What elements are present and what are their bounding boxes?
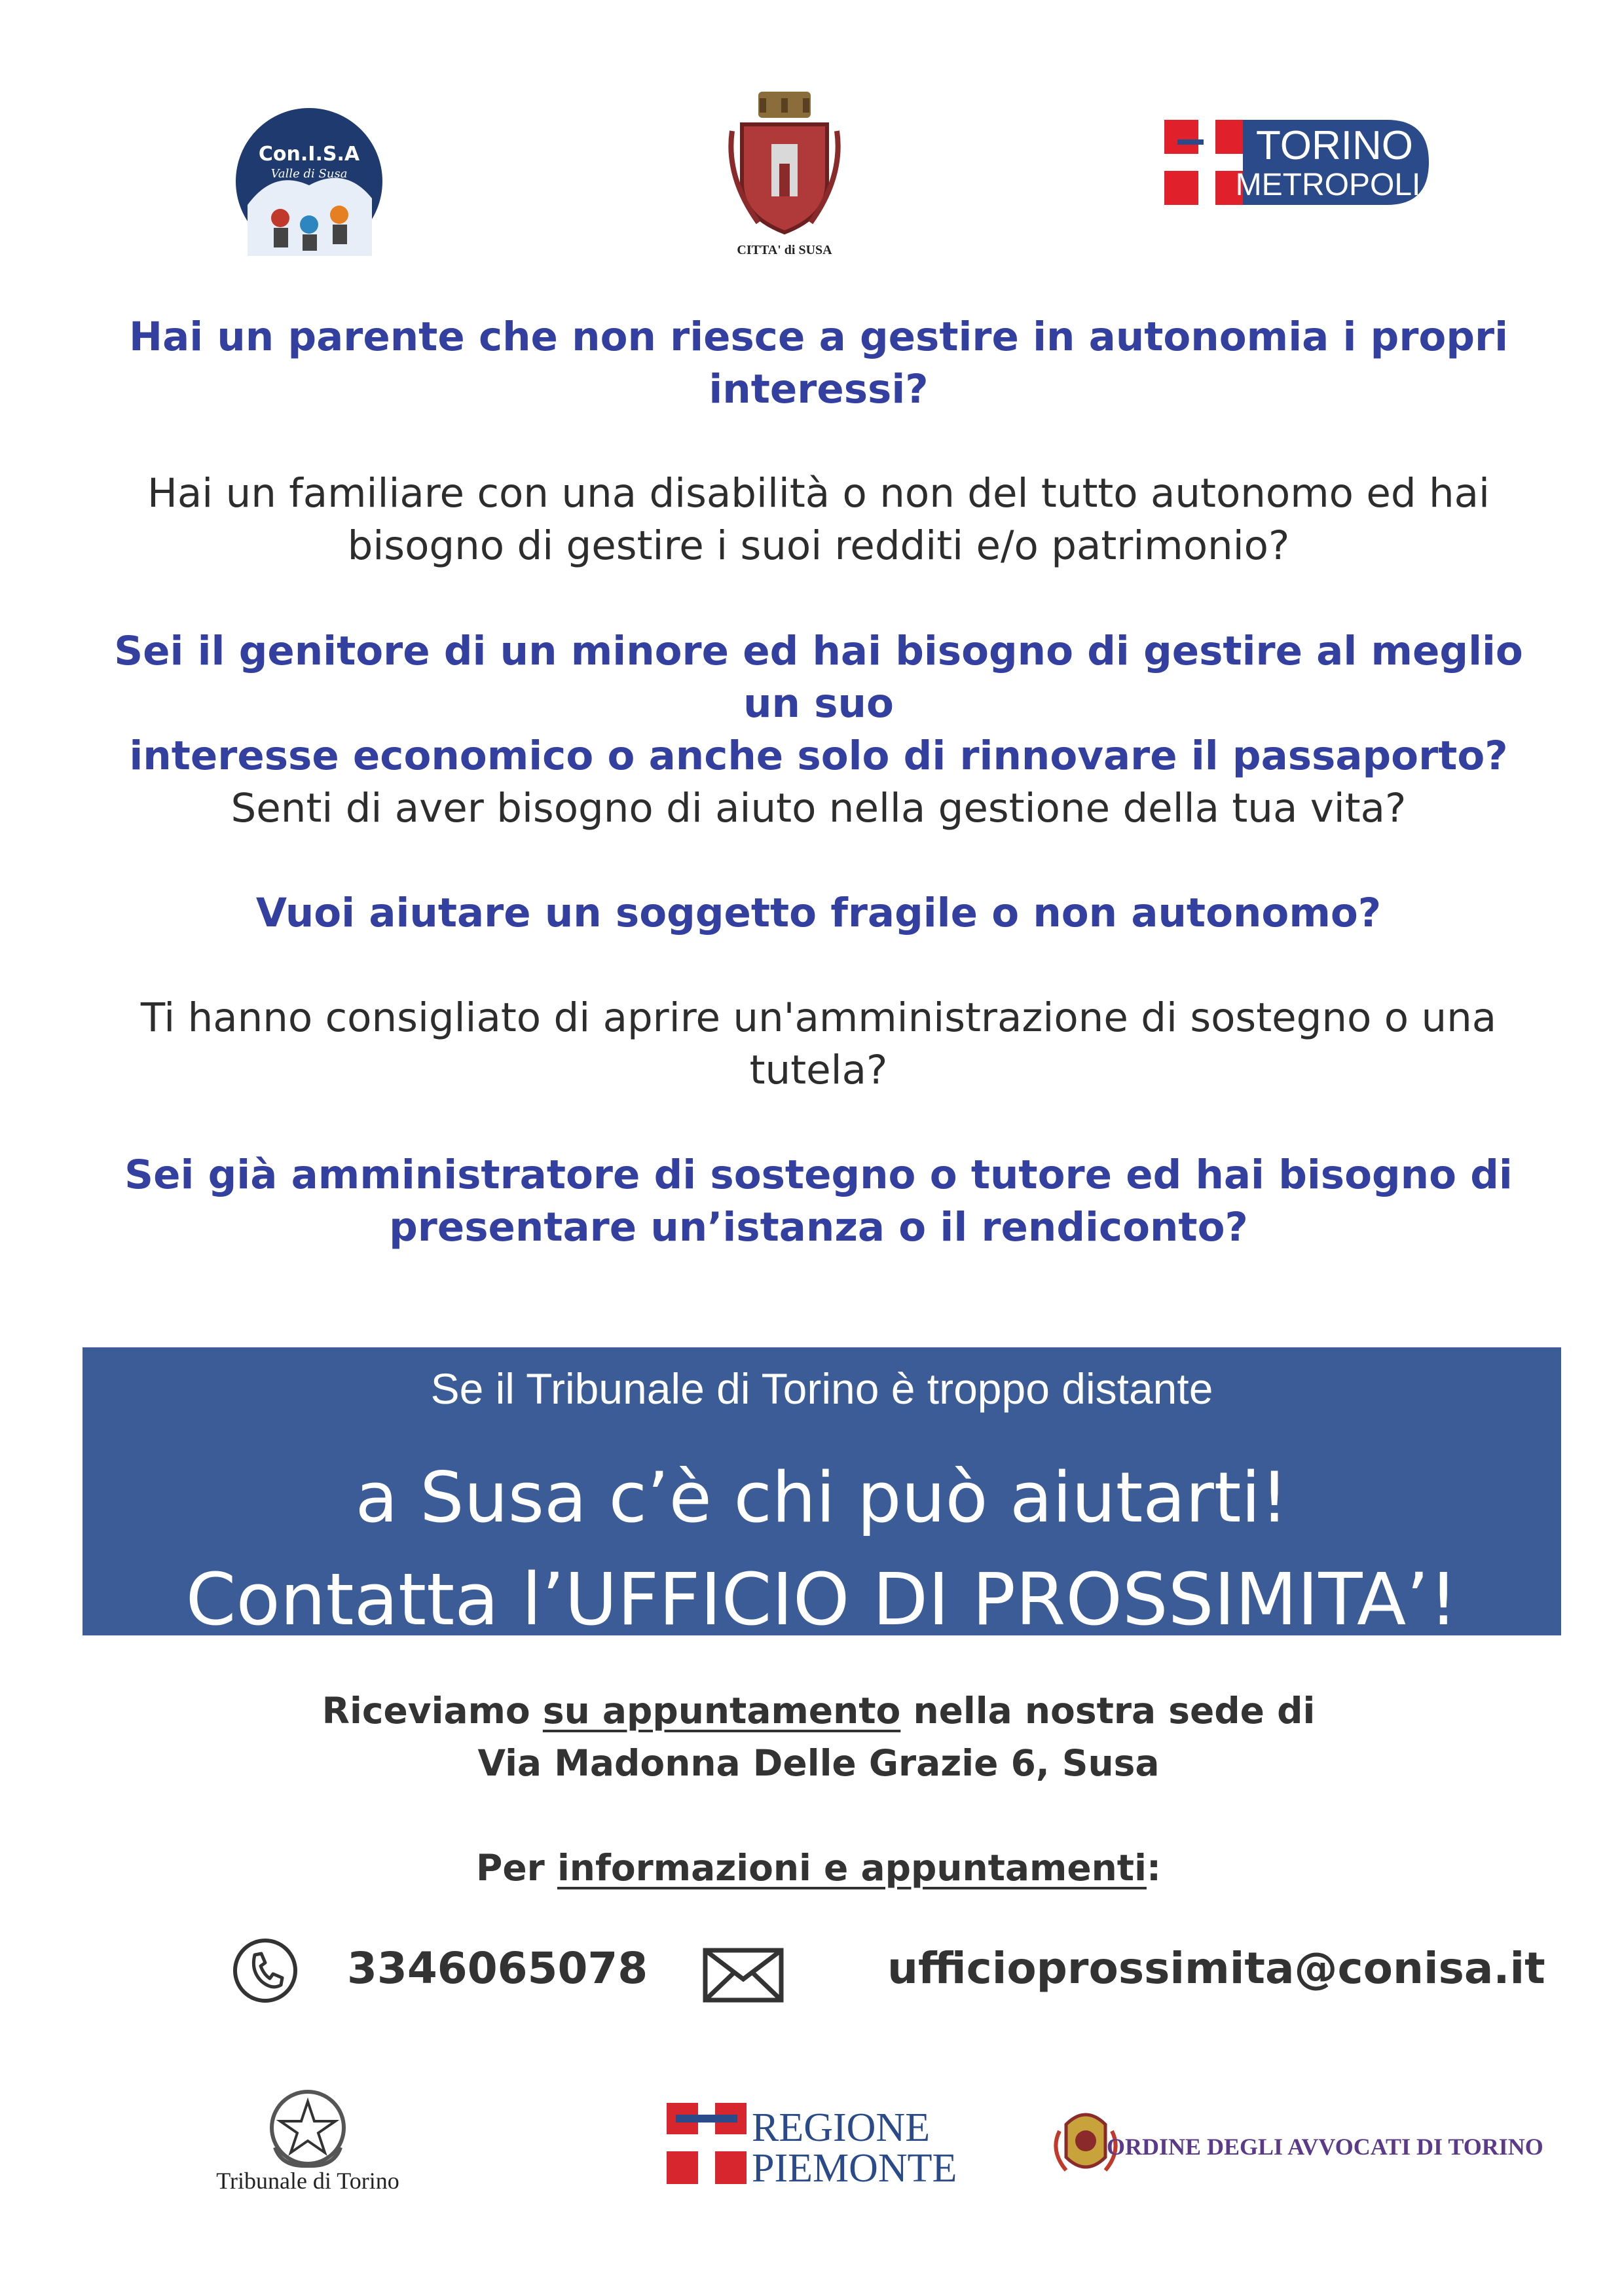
consia-logo: [234, 107, 384, 256]
email-address[interactable]: ufficioprossimita@conisa.it: [887, 1943, 1545, 1994]
contact-info-heading: [85, 1845, 1552, 1891]
question-3-line2: interesse economico o anche solo di rinnovare il passaporto?: [129, 733, 1508, 779]
question-7-line2: presentare un’istanza o il rendiconto?: [389, 1204, 1248, 1250]
regione-piemonte-logo: [667, 2103, 957, 2191]
address-line: Via Madonna Delle Grazie 6, Susa: [477, 1742, 1160, 1784]
phone-icon: [232, 1938, 298, 2003]
banner-line3: Contatta l’UFFICIO DI PROSSIMITA’!: [185, 1558, 1458, 1641]
question-5: [85, 887, 1552, 939]
question-1-line2: interessi?: [709, 366, 929, 412]
question-1: [85, 311, 1552, 416]
question-7: [85, 1149, 1552, 1254]
phone-number[interactable]: 3346065078: [347, 1943, 648, 1994]
torino-logo-line1: TORINO: [1256, 123, 1413, 168]
question-5-line1: Vuoi aiutare un soggetto fragile o non autonomo?: [255, 890, 1382, 936]
question-3: [85, 625, 1552, 782]
question-2-line1: Hai un familiare con una disabilità o non del tutto autonomo ed hai: [147, 470, 1490, 517]
mail-icon: [703, 1948, 784, 2003]
citta-di-susa-crest: [719, 85, 850, 257]
question-2-line2: bisogno di gestire i suoi redditi e/o patrimonio?: [347, 522, 1290, 569]
contact-heading-prefix: Per: [476, 1847, 557, 1889]
regione-logo-line1: REGIONE: [752, 2105, 931, 2150]
citta-di-susa-label: CITTA' di SUSA: [737, 243, 832, 257]
tribunale-label: Tribunale di Torino: [216, 2168, 399, 2194]
appointment-info-prefix: Riceviamo: [322, 1690, 543, 1732]
question-7-line1: Sei già amministratore di sostegno o tutore ed hai bisogno di: [124, 1152, 1513, 1198]
banner-line1: Se il Tribunale di Torino è troppo distante: [430, 1364, 1213, 1413]
appointment-info-underlined: su appuntamento: [542, 1690, 901, 1732]
regione-logo-line2: PIEMONTE: [752, 2146, 957, 2191]
appointment-info-suffix: nella nostra sede di: [900, 1690, 1316, 1732]
ordine-avvocati-label: ORDINE DEGLI AVVOCATI DI TORINO: [1107, 2134, 1543, 2160]
contact-heading-underlined: informazioni e appuntamenti: [557, 1847, 1147, 1889]
question-4-line1: Senti di aver bisogno di aiuto nella gestione della tua vita?: [231, 785, 1407, 831]
consia-logo-subtext: Valle di Susa: [270, 167, 348, 181]
appointment-info-line1: [85, 1688, 1552, 1734]
banner-line2: a Susa c’è chi può aiutarti!: [355, 1457, 1289, 1538]
question-2: [85, 467, 1552, 572]
question-6-line1: Ti hanno consigliato di aprire un'amministrazione di sostegno o una: [140, 994, 1497, 1041]
contact-heading-suffix: :: [1146, 1847, 1161, 1889]
torino-metropoli-logo: [1164, 120, 1429, 205]
consia-logo-text: Con.I.S.A: [258, 143, 360, 166]
question-4: [85, 782, 1552, 835]
torino-logo-line2: METROPOLI: [1235, 168, 1421, 202]
question-6-line2: tutela?: [749, 1047, 888, 1093]
ufficio-prossimita-banner: [83, 1347, 1561, 1641]
question-3-line1: Sei il genitore di un minore ed hai bisogno di gestire al meglio un suo: [114, 628, 1523, 727]
question-1-line1: Hai un parente che non riesce a gestire in autonomia i propri: [129, 314, 1508, 360]
question-6: [85, 992, 1552, 1097]
